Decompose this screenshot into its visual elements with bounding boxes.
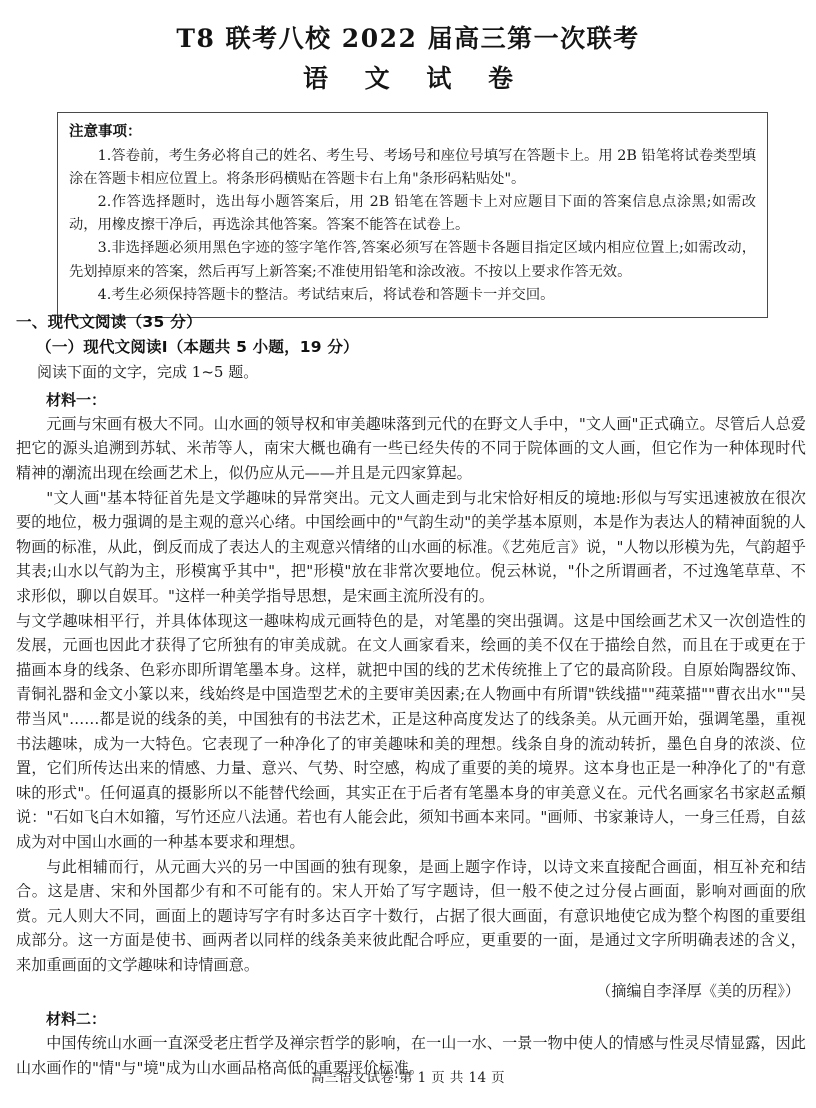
material-one-paragraph: 元画与宋画有极大不同。山水画的领导权和审美趣味落到元代的在野文人手中，"文人画"正式确立。尽管后人总爱把它的源头追溯到苏轼、米芾等人，南宋大概也确有一些已经失传的不同于院体画的文人画，但它作为一种体现时代精神的潮流出现在绘画艺术上，似仍应从元——并且是元四家算起。 bbox=[16, 414, 806, 483]
notice-item: 1.答卷前，考生务必将自己的姓名、考生号、考场号和座位号填写在答题卡上。用 2B 铅笔将试卷类型填涂在答题卡相应位置上。将条形码横贴在答题卡右上角"条形码粘贴处"。 bbox=[69, 147, 756, 187]
material-two-label: 材料二： bbox=[46, 1010, 107, 1029]
notice-box bbox=[57, 112, 768, 318]
page-title-block bbox=[0, 0, 816, 97]
material-one-attribution: （摘编自李泽厚《美的历程》） bbox=[596, 981, 800, 1000]
material-one-paragraph: "文人画"基本特征首先是文学趣味的异常突出。元文人画走到与北宋恰好相反的境地:形似与写实迅速被放在很次要的地位，极力强调的是主观的意兴心绪。中国绘画中的"气韵生动"的美学基本原则，本是作为表达人的精神面貌的人物画的标准，从此，倒反而成了表达人的主观意兴情绪的山水画的标准。《艺苑卮言》说，"人物以形模为先，气韵超乎其表;山水以气韵为主，形模寓乎其中"，把"形模"放在非常次要地位。倪云林说，"仆之所谓画者，不过逸笔草草、不求形似，聊以自娱耳。"这样一种美学指导思想，是宋画主流所没有的。 bbox=[16, 488, 806, 606]
notice-heading: 注意事项： bbox=[69, 124, 142, 140]
material-two-paragraph: 中国传统山水画一直深受老庄哲学及禅宗哲学的影响，在一山一水、一景一物中使人的情感与性灵尽情显露，因此山水画作的"情"与"境"成为山水画品格高低的重要评价标准。 bbox=[16, 1034, 806, 1078]
subsection-heading: （一）现代文阅读Ⅰ（本题共 5 小题，19 分） bbox=[36, 337, 359, 356]
page-title: T8 联考八校 2022 届高三第一次联考 bbox=[176, 24, 640, 53]
page-subtitle: 语 文 试 卷 bbox=[302, 63, 528, 93]
notice-item: 2.作答选择题时，选出每小题答案后，用 2B 铅笔在答题卡上对应题目下面的答案信息点涂黑;如需改动，用橡皮擦干净后，再选涂其他答案。答案不能答在试卷上。 bbox=[69, 194, 756, 234]
exam-body bbox=[16, 310, 806, 1081]
material-one-paragraph: 与此相辅而行，从元画大兴的另一中国画的独有现象，是画上题字作诗，以诗文来直接配合画面，相互补充和结合。这是唐、宋和外国都少有和不可能有的。宋人开始了写字题诗，但一般不使之过分侵占画面，影响对画面的欣赏。元人则大不同，画面上的题诗写字有时多达百字十数行，占据了很大画面，有意识地使它成为整个构图的重要组成部分。这一方面是使书、画两者以同样的线条美来彼此配合呼应，更重要的一面，是通过文字所明确表述的含义，来加重画面的文学趣味和诗情画意。 bbox=[16, 857, 806, 974]
material-one-paragraph: 与文学趣味相平行，并具体体现这一趣味构成元画特色的是，对笔墨的突出强调。这是中国绘画艺术又一次创造性的发展，元画也因此才获得了它所独有的审美成就。在文人画家看来，绘画的美不仅在于描绘自然，而且在于或更在于描画本身的线条、色彩亦即所谓笔墨本身。这样，就把中国的线的艺术传统推上了它的最高阶段。自原始陶器纹饰、青铜礼器和金文小篆以来，线始终是中国造型艺术的主要审美因素;在人物画中有所谓"铁线描""莼菜描""曹衣出水""吴带当风"……都是说的线条的美，中国独有的书法艺术，正是这种高度发达了的线条美。从元画开始，强调笔墨，重视书法趣味，成为一大特色。它表现了一种净化了的审美趣味和美的理想。线条自身的流动转折，墨色自身的浓淡、位置，它们所传达出来的情感、力量、意兴、气势、时空感，构成了重要的美的境界。这本身也正是一种净化了的"有意味的形式"。任何逼真的摄影所以不能替代绘画，其实正在于后者有笔墨本身的审美意义在。元代名画家名书家赵孟頫说："石如飞白木如籀，写竹还应八法通。若也有人能会此，须知书画本来同。"画师、书家兼诗人，一身三任焉，自兹成为对中国山水画的一种基本要求和理想。 bbox=[16, 611, 806, 851]
material-one-label: 材料一： bbox=[46, 390, 107, 409]
notice-item: 3.非选择题必须用黑色字迹的签字笔作答,答案必须写在答题卡各题目指定区域内相应位置上;如需改动，先划掉原来的答案，然后再写上新答案;不准使用铅笔和涂改液。不按以上要求作答无效。 bbox=[69, 240, 756, 280]
notice-item: 4.考生必须保持答题卡的整洁。考试结束后，将试卷和答题卡一并交回。 bbox=[97, 286, 555, 303]
section-heading-part-one: 一、现代文阅读（35 分） bbox=[16, 313, 202, 331]
reading-instruction: 阅读下面的文字，完成 1~5 题。 bbox=[37, 362, 259, 381]
page-footer: 高三语文试卷·第 1 页 共 14 页 bbox=[310, 1070, 506, 1086]
